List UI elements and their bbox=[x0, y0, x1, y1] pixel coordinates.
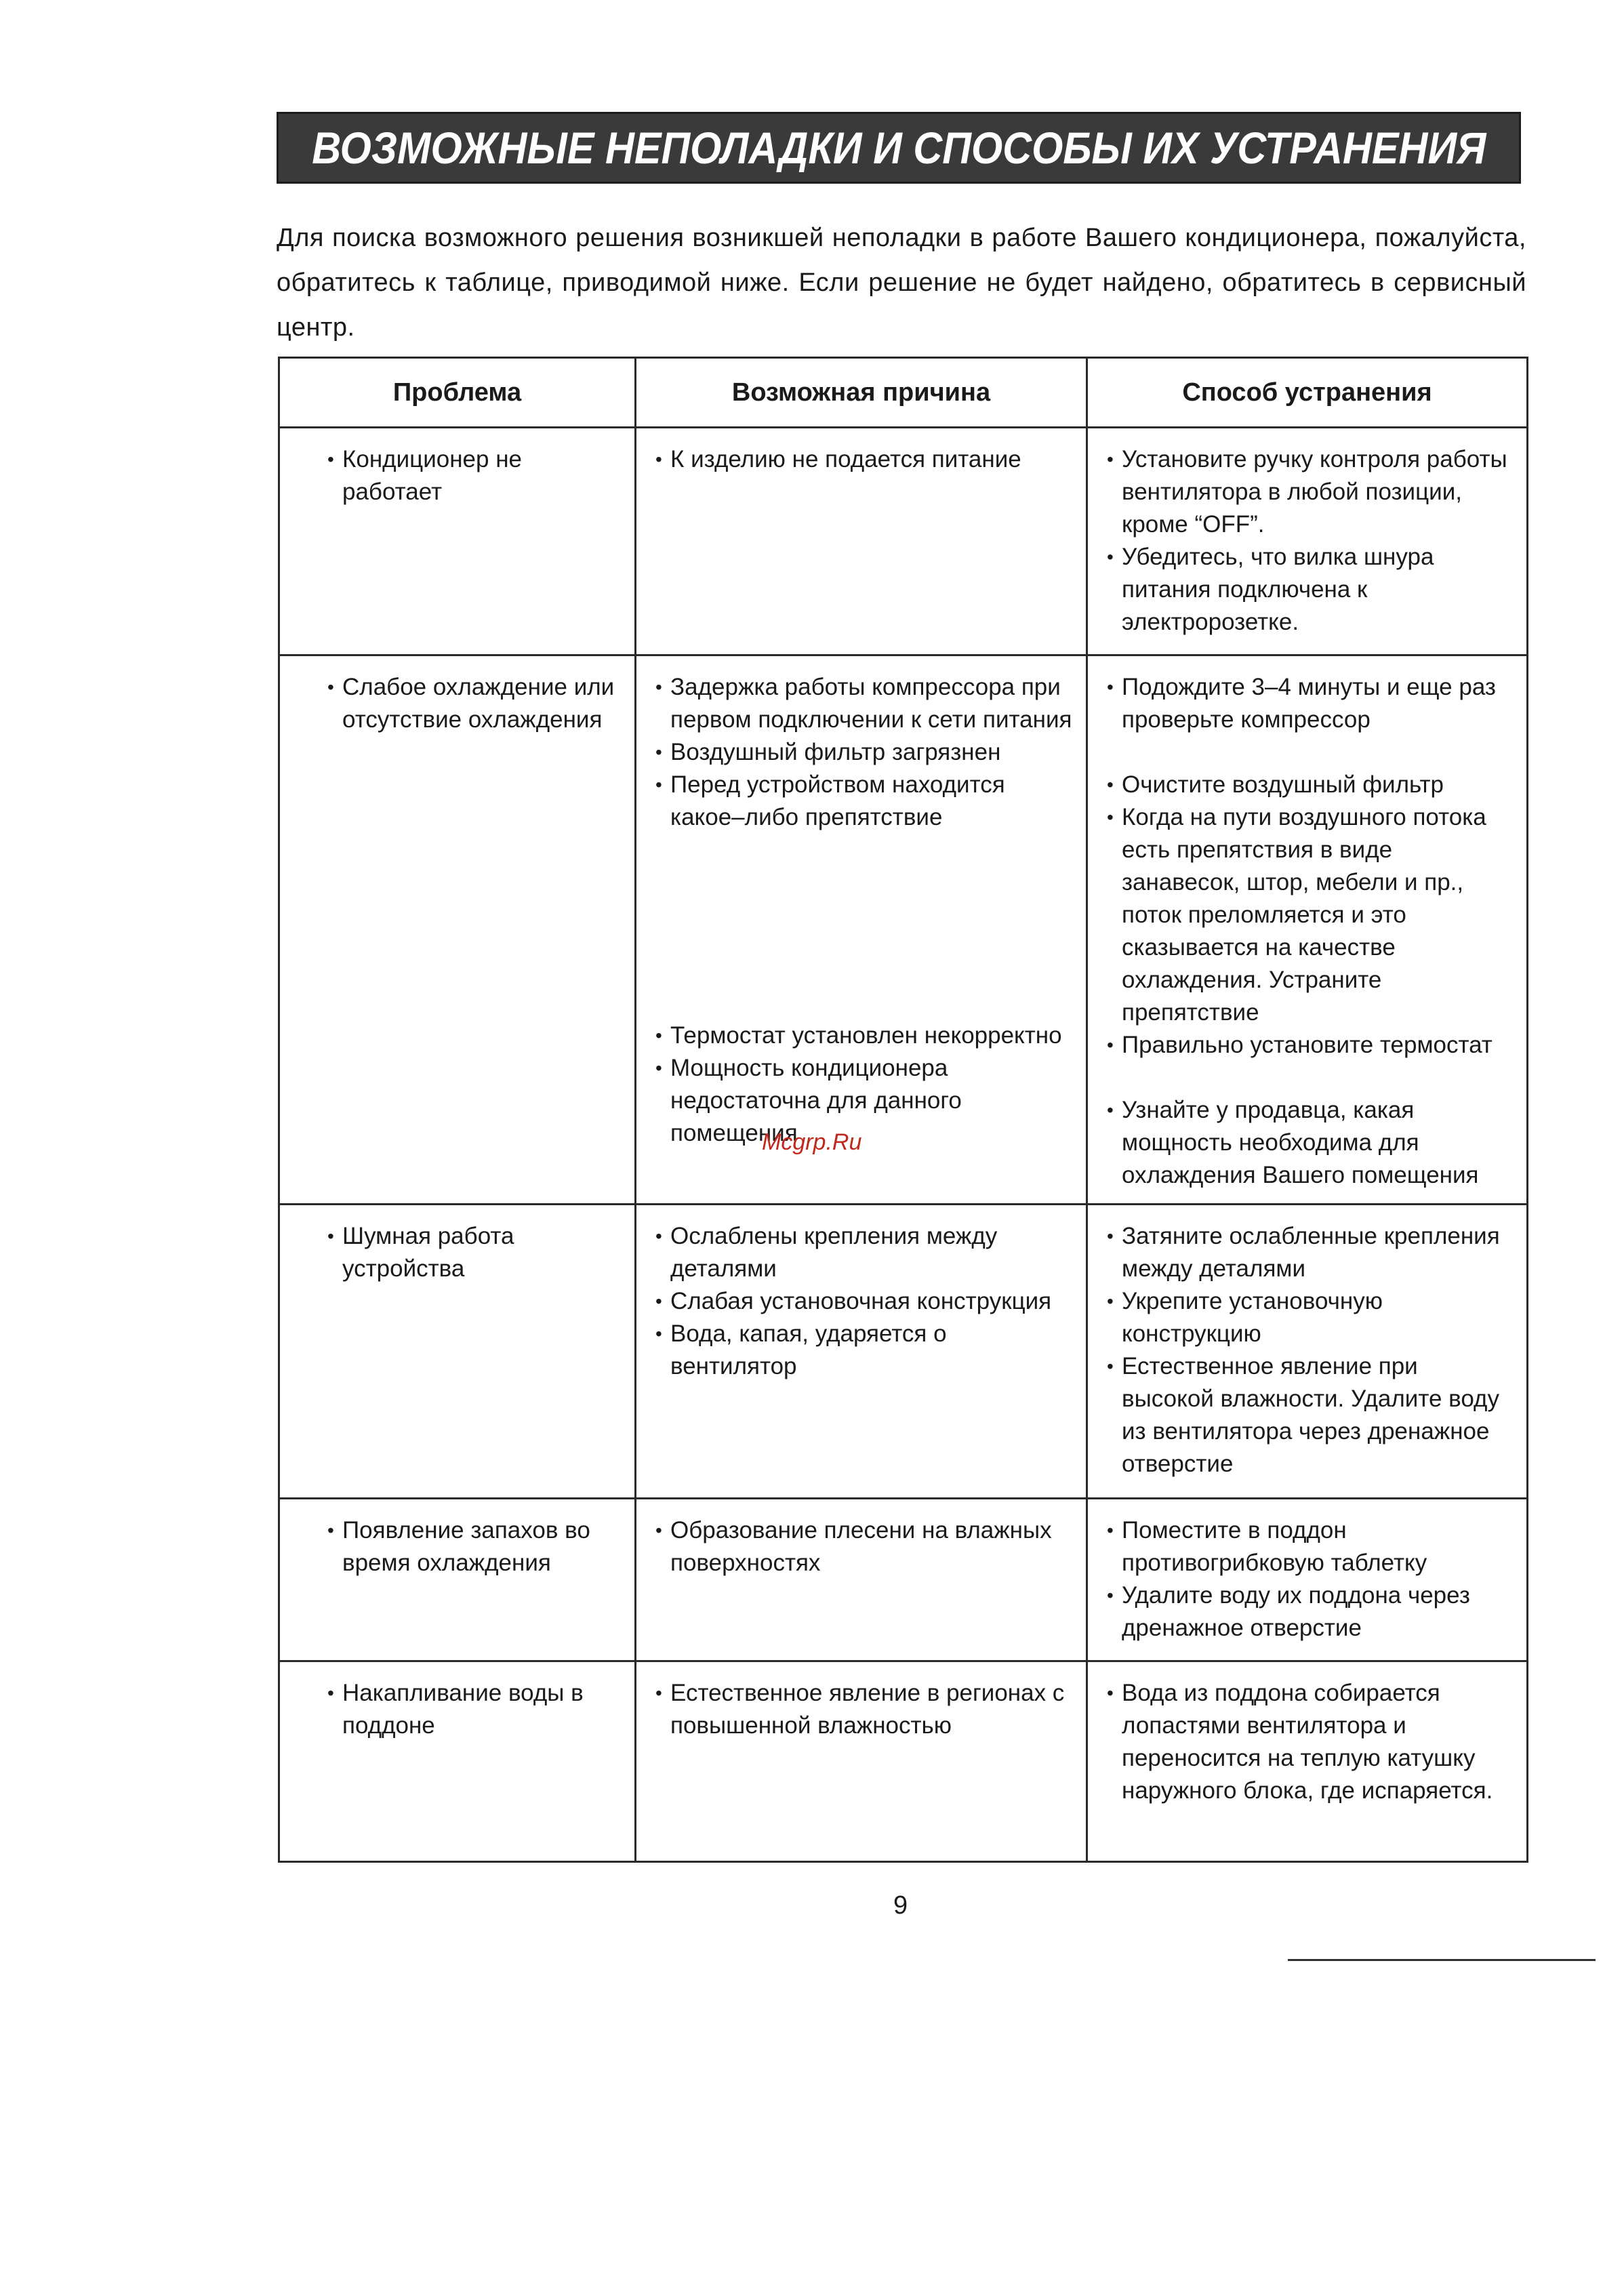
header-cause: Возможная причина bbox=[636, 358, 1087, 428]
watermark-text: Mcgrp.Ru bbox=[762, 1129, 862, 1155]
cause-item: • Ослаблены крепления между деталями bbox=[655, 1220, 1072, 1285]
remedy-cell bbox=[1087, 1205, 1528, 1499]
problem-cell bbox=[279, 1661, 636, 1862]
cause-item: • Задержка работы компрессора при первом подключении к сети питания bbox=[655, 671, 1072, 736]
problem-cell bbox=[279, 1205, 636, 1499]
cause-item: • Мощность кондиционера недостаточна для данного помещения bbox=[655, 1052, 1072, 1150]
cause-cell bbox=[636, 1499, 1087, 1661]
cause-item: • Термостат установлен некорректно bbox=[655, 1019, 1072, 1052]
remedy-item: • Укрепите установочную конструкцию bbox=[1107, 1285, 1513, 1350]
cause-item: • Образование плесени на влажных поверхностях bbox=[655, 1514, 1072, 1579]
problem-cell bbox=[279, 1499, 636, 1661]
table-header-row bbox=[279, 358, 1528, 428]
remedy-item: • Затяните ослабленные крепления между деталями bbox=[1107, 1220, 1513, 1285]
page-title: ВОЗМОЖНЫЕ НЕПОЛАДКИ И СПОСОБЫ ИХ УСТРАНЕНИЯ bbox=[311, 123, 1486, 173]
remedy-cell bbox=[1087, 1499, 1528, 1661]
remedy-item: • Естественное явление при высокой влажности. Удалите воду из вентилятора через дренажное отверстие bbox=[1107, 1350, 1513, 1480]
cause-cell bbox=[636, 1205, 1087, 1499]
table-row bbox=[279, 1205, 1528, 1499]
page-number: 9 bbox=[893, 1891, 908, 1920]
remedy-item: • Вода из поддона собирается лопастями вентилятора и переносится на теплую катушку наружного блока, где испаряется. bbox=[1107, 1677, 1513, 1807]
problem-cell bbox=[279, 655, 636, 1205]
remedy-item: • Узнайте у продавца, какая мощность необходима для охлаждения Вашего помещения bbox=[1107, 1094, 1513, 1192]
cause-item: • Перед устройством находится какое–либо препятствие bbox=[655, 769, 1072, 834]
problem-cell bbox=[279, 428, 636, 655]
problem-text: • Кондиционер не работает bbox=[327, 443, 621, 508]
problem-text: • Накапливание воды в поддоне bbox=[327, 1677, 621, 1742]
cause-cell bbox=[636, 655, 1087, 1205]
remedy-item: • Подождите 3–4 минуты и еще раз проверьте компрессор bbox=[1107, 671, 1513, 736]
cause-item: • Воздушный фильтр загрязнен bbox=[655, 736, 1072, 769]
header-problem: Проблема bbox=[279, 358, 636, 428]
cause-cell bbox=[636, 428, 1087, 655]
remedy-item: • Поместите в поддон противогрибковую таблетку bbox=[1107, 1514, 1513, 1579]
problem-text: • Шумная работа устройства bbox=[327, 1220, 621, 1285]
remedy-item: • Убедитесь, что вилка шнура питания подключена к электророзетке. bbox=[1107, 541, 1513, 639]
intro-paragraph: Для поиска возможного решения возникшей неполадки в работе Вашего кондиционера, пожалуйста, обратитесь к таблице, приводимой ниже. Если решение не будет найдено, обратитесь в сервисный центр. bbox=[277, 224, 1526, 342]
remedy-cell bbox=[1087, 1661, 1528, 1862]
cause-item: • Слабая установочная конструкция bbox=[655, 1285, 1072, 1318]
table-row bbox=[279, 655, 1528, 1205]
cause-item: • К изделию не подается питание bbox=[655, 443, 1072, 476]
remedy-item: • Очистите воздушный фильтр bbox=[1107, 769, 1513, 801]
bottom-rule bbox=[1288, 1959, 1596, 1961]
remedy-cell bbox=[1087, 428, 1528, 655]
remedy-item: • Правильно установите термостат bbox=[1107, 1029, 1513, 1062]
troubleshooting-table bbox=[278, 357, 1528, 1863]
remedy-cell bbox=[1087, 655, 1528, 1205]
cause-item: • Вода, капая, ударяется о вентилятор bbox=[655, 1318, 1072, 1383]
cause-cell bbox=[636, 1661, 1087, 1862]
table-row bbox=[279, 428, 1528, 655]
problem-text: • Появление запахов во время охлаждения bbox=[327, 1514, 621, 1579]
table-row bbox=[279, 1661, 1528, 1862]
remedy-item: • Удалите воду их поддона через дренажное отверстие bbox=[1107, 1579, 1513, 1644]
header-remedy: Способ устранения bbox=[1087, 358, 1528, 428]
cause-item: • Естественное явление в регионах с повышенной влажностью bbox=[655, 1677, 1072, 1742]
problem-text: • Слабое охлаждение или отсутствие охлаждения bbox=[327, 671, 621, 736]
remedy-item: • Когда на пути воздушного потока есть препятствия в виде занавесок, штор, мебели и пр., поток преломляется и это сказывается на качестве охлаждения. Устраните препятствие bbox=[1107, 801, 1513, 1029]
title-banner bbox=[277, 112, 1521, 184]
remedy-item: • Установите ручку контроля работы вентилятора в любой позиции, кроме “OFF”. bbox=[1107, 443, 1513, 541]
table-row bbox=[279, 1499, 1528, 1661]
